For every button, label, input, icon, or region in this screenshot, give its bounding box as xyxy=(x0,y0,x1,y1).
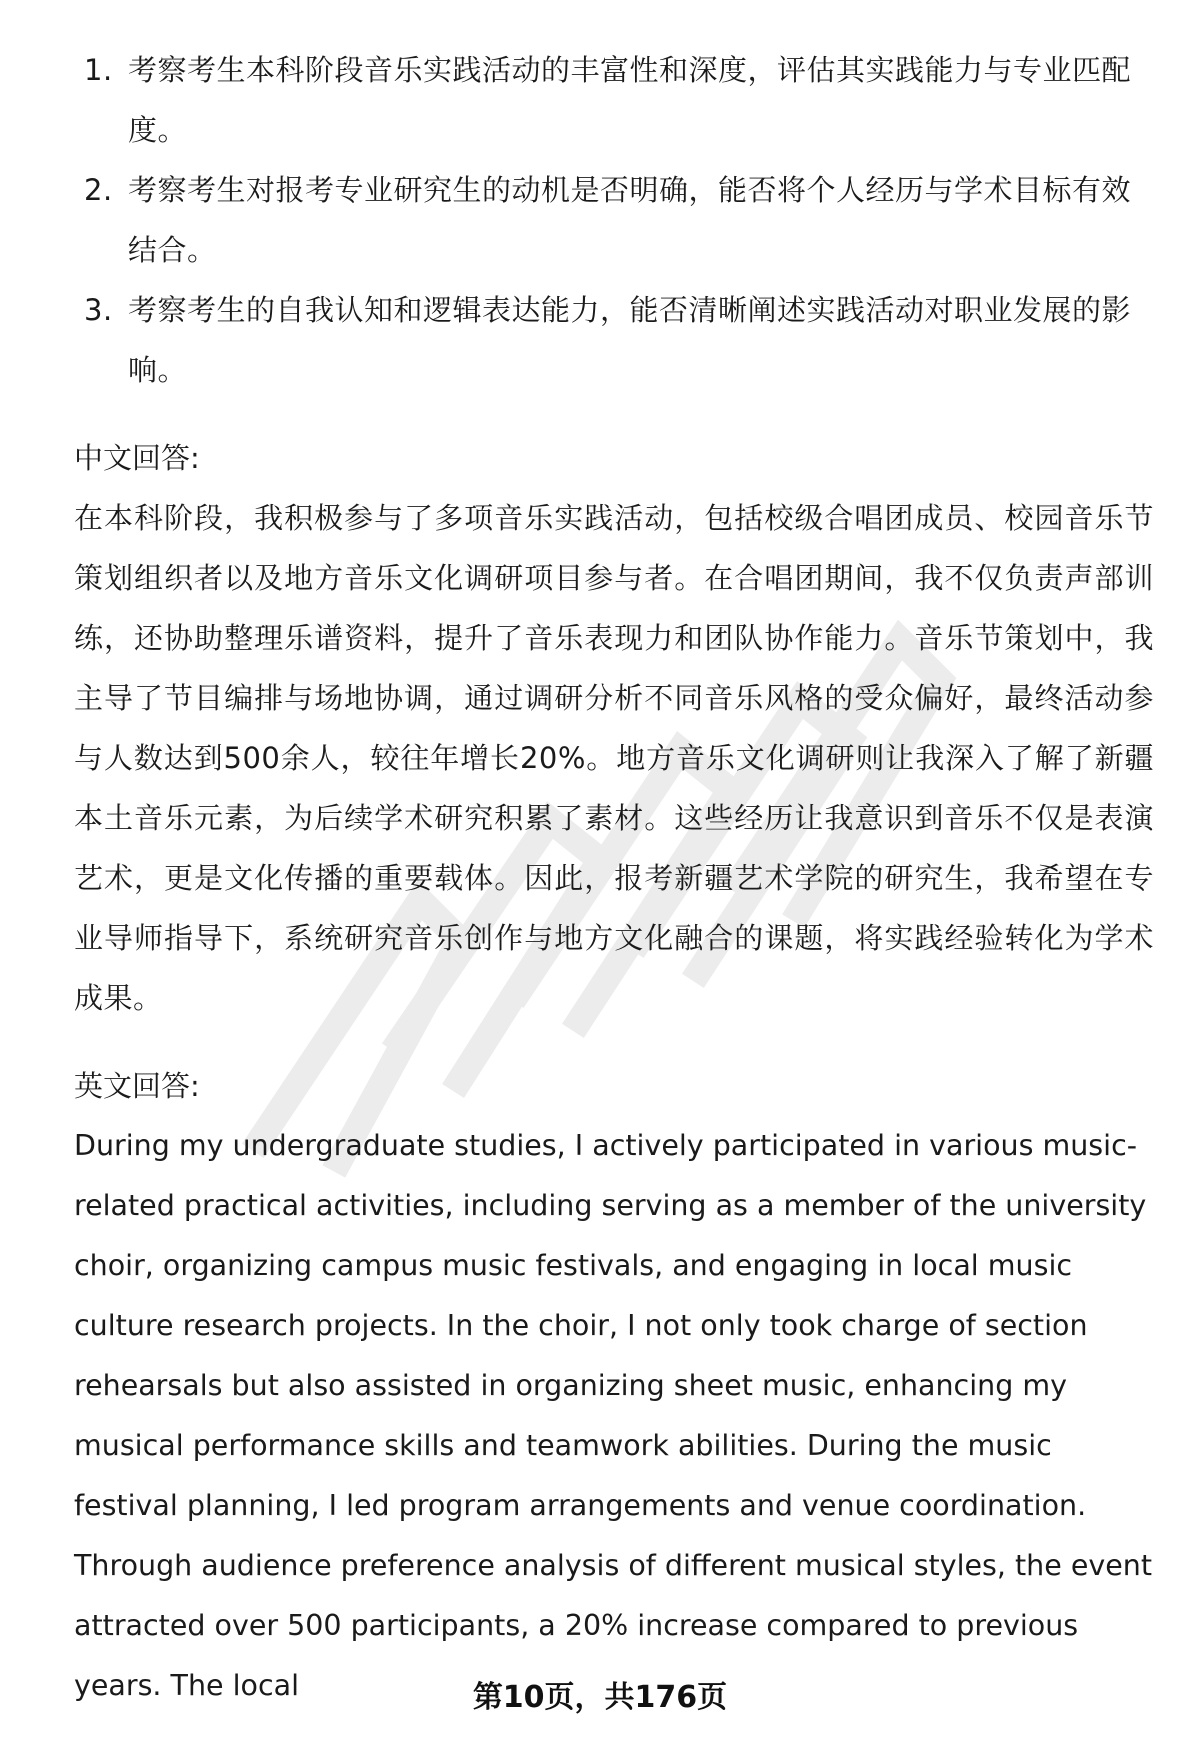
criteria-number: 3. xyxy=(84,293,113,327)
criteria-text: 考察考生的自我认知和逻辑表达能力，能否清晰阐述实践活动对职业发展的影响。 xyxy=(128,293,1132,387)
criteria-text: 考察考生对报考专业研究生的动机是否明确，能否将个人经历与学术目标有效结合。 xyxy=(128,173,1132,267)
criteria-number: 1. xyxy=(84,53,113,87)
english-answer-label: 英文回答: xyxy=(74,1069,200,1103)
criteria-text: 考察考生本科阶段音乐实践活动的丰富性和深度，评估其实践能力与专业匹配度。 xyxy=(128,53,1132,147)
criteria-item xyxy=(74,40,1154,160)
chinese-answer-text: 在本科阶段，我积极参与了多项音乐实践活动，包括校级合唱团成员、校园音乐节策划组织者以及地方音乐文化调研项目参与者。在合唱团期间，我不仅负责声部训练，还协助整理乐谱资料，提升了音乐表现力和团队协作能力。音乐节策划中，我主导了节目编排与场地协调，通过调研分析不同音乐风格的受众偏好，最终活动参与人数达到500余人，较往年增长20%。地方音乐文化调研则让我深入了解了新疆本土音乐元素，为后续学术研究积累了素材。这些经历让我意识到音乐不仅是表演艺术，更是文化传播的重要载体。因此，报考新疆艺术学院的研究生，我希望在专业导师指导下，系统研究音乐创作与地方文化融合的课题，将实践经验转化为学术成果。 xyxy=(74,501,1154,1015)
english-answer-text: During my undergraduate studies, I actively participated in various music-related practical activities, including serving as a member of the university choir, organizing campus music festivals, and engaging in local music culture research projects. In the choir, I not only took charge of section rehearsals but also assisted in organizing sheet music, enhancing my musical performance skills and teamwork abilities. During the music festival planning, I led program arrangements and venue coordination. Through audience preference analysis of different musical styles, the event attracted over 500 participants, a 20% increase compared to previous years. The local xyxy=(74,1129,1153,1702)
criteria-number: 2. xyxy=(84,173,113,207)
document-page xyxy=(74,40,1154,1716)
page-number-footer: 第10页，共176页 xyxy=(472,1680,728,1715)
chinese-answer-label: 中文回答: xyxy=(74,441,200,475)
criteria-item xyxy=(74,280,1154,400)
evaluation-criteria-list xyxy=(74,40,1154,400)
criteria-item xyxy=(74,160,1154,280)
